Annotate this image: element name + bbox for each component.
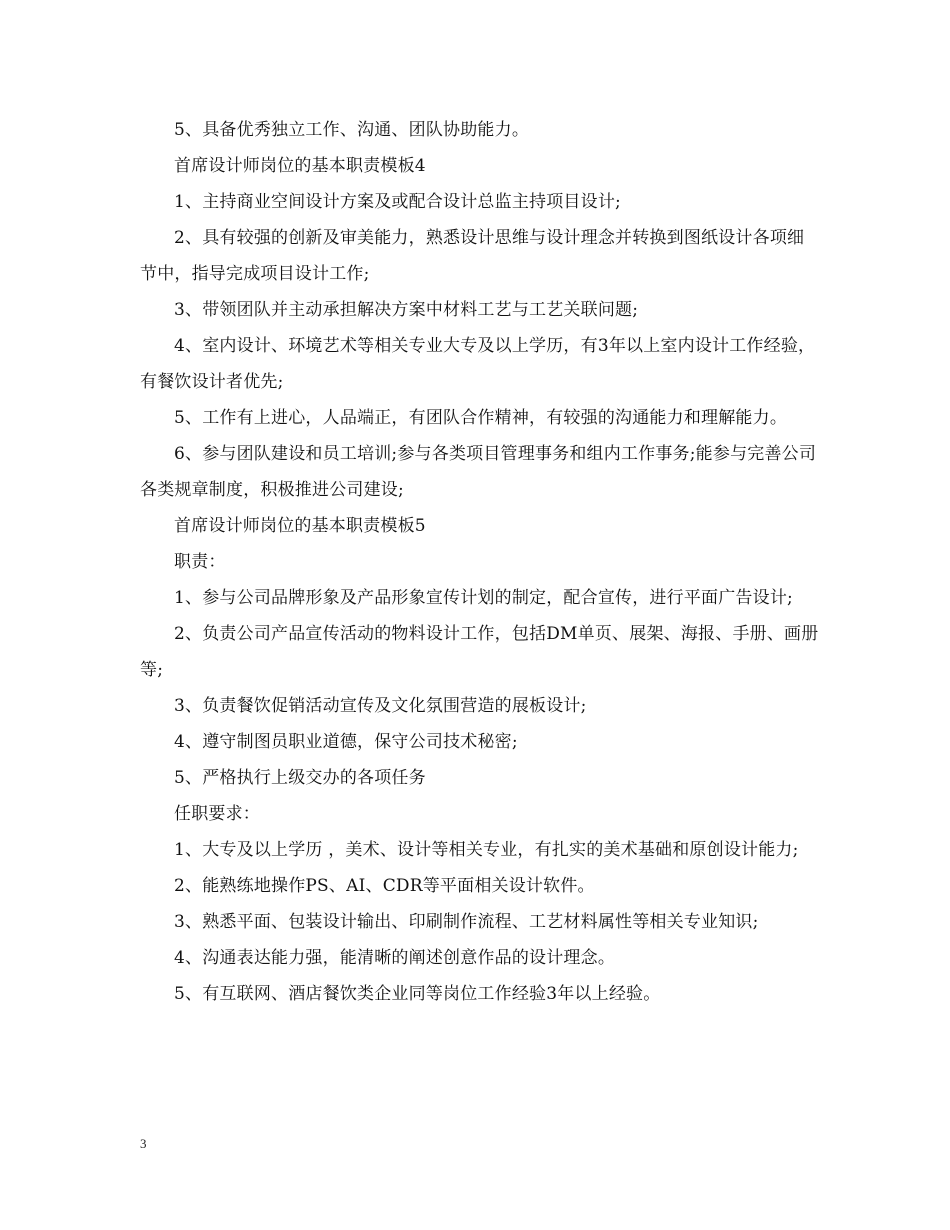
paragraph: 2、负责公司产品宣传活动的物料设计工作，包括DM单页、展架、海报、手册、画册等; <box>140 624 819 680</box>
paragraph: 4、室内设计、环境艺术等相关专业大专及以上学历，有3年以上室内设计工作经验，有餐饮设计者优先; <box>140 336 816 392</box>
paragraph: 2、能熟练地操作PS、AI、CDR等平面相关设计软件。 <box>174 876 595 896</box>
paragraph: 1、参与公司品牌形象及产品形象宣传计划的制定，配合宣传，进行平面广告设计; <box>174 588 793 608</box>
page-number: 3 <box>140 1136 147 1151</box>
paragraph: 3、负责餐饮促销活动宣传及文化氛围营造的展板设计; <box>174 696 587 716</box>
paragraph: 1、大专及以上学历 ，美术、设计等相关专业，有扎实的美术基础和原创设计能力; <box>174 840 799 860</box>
paragraph: 1、主持商业空间设计方案及或配合设计总监主持项目设计; <box>174 192 621 212</box>
paragraph: 6、参与团队建设和员工培训;参与各类项目管理事务和组内工作事务;能参与完善公司各类规章制度，积极推进公司建设; <box>140 444 817 500</box>
paragraph: 5、严格执行上级交办的各项任务 <box>174 768 426 788</box>
subheading: 职责： <box>174 552 226 572</box>
document-body <box>140 112 820 1012</box>
paragraph: 4、沟通表达能力强，能清晰的阐述创意作品的设计理念。 <box>174 948 616 968</box>
paragraph: 4、遵守制图员职业道德，保守公司技术秘密; <box>174 732 518 752</box>
section-heading: 首席设计师岗位的基本职责模板4 <box>174 156 426 176</box>
subheading: 任职要求： <box>174 804 260 824</box>
section-heading: 首席设计师岗位的基本职责模板5 <box>174 516 426 536</box>
paragraph: 5、工作有上进心，人品端正，有团队合作精神，有较强的沟通能力和理解能力。 <box>174 408 788 428</box>
paragraph: 5、有互联网、酒店餐饮类企业同等岗位工作经验3年以上经验。 <box>174 984 661 1004</box>
paragraph: 3、熟悉平面、包装设计输出、印刷制作流程、工艺材料属性等相关专业知识; <box>174 912 759 932</box>
paragraph: 2、具有较强的创新及审美能力，熟悉设计思维与设计理念并转换到图纸设计各项细节中，指导完成项目设计工作; <box>140 228 805 284</box>
paragraph: 3、带领团队并主动承担解决方案中材料工艺与工艺关联问题; <box>174 300 639 320</box>
paragraph: 5、具备优秀独立工作、沟通、团队协助能力。 <box>174 120 530 140</box>
